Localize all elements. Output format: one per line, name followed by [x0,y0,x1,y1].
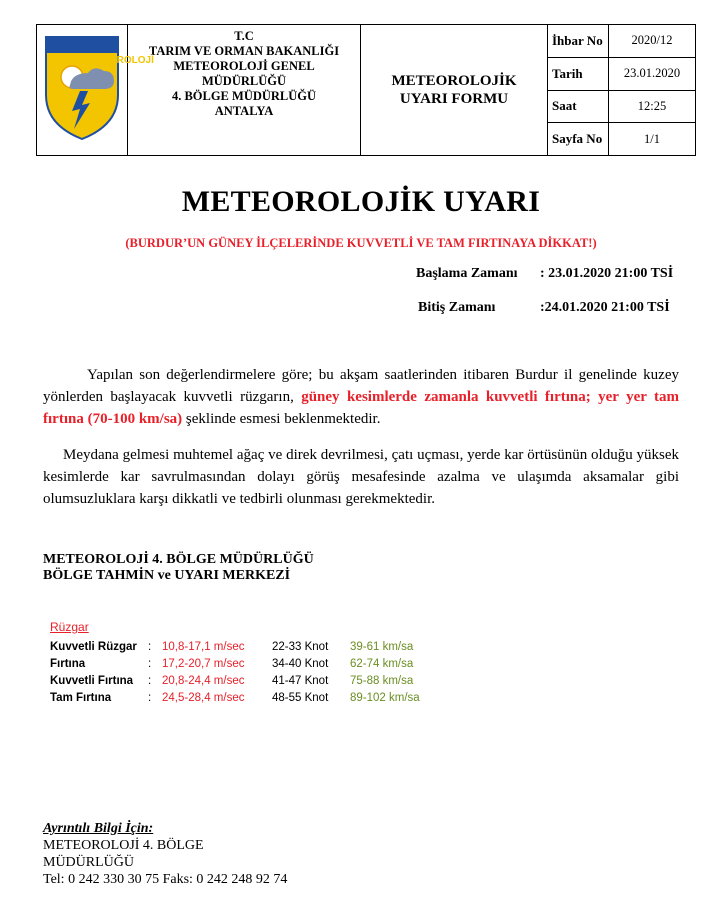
paragraph-forecast [43,364,679,430]
table-row [50,689,420,706]
wind-colon: : [148,657,152,670]
logo-text: METEOROLOJİ [81,54,154,66]
meteoroloji-logo [42,33,122,143]
footer-contact [43,820,287,888]
wind-scale-table [50,620,420,706]
form-title [361,25,548,156]
wind-heading: Rüzgar [50,620,89,634]
field-label-ihbar: İhbar No [548,25,609,58]
footer-line: METEOROLOJİ 4. BÖLGE [43,838,204,853]
wind-knot: 34-40 Knot [272,657,329,670]
org-line: 4. BÖLGE MÜDÜRLÜĞÜ [171,89,317,103]
paragraph-highlight: güney kesimlerde zamanla kuvvetli fırtına; yer yer tam fırtına (70-100 km/sa) [43,389,680,427]
org-line: TARIM VE ORMAN BAKANLIĞI [148,44,340,58]
org-line: MÜDÜRLÜĞÜ [201,74,287,88]
org-line: T.C [234,29,254,43]
wind-kmh: 62-74 km/sa [350,657,414,670]
field-value-tarih: 23.01.2020 [609,57,696,90]
warning-subtitle: (BURDUR’UN GÜNEY İLÇELERİNDE KUVVETLİ VE TAM FIRTINAYA DİKKAT!) [125,236,597,250]
field-value-sayfa: 1/1 [609,123,696,156]
wind-kmh: 89-102 km/sa [350,691,420,704]
footer-heading: Ayrıntılı Bilgi İçin: [43,821,154,836]
wind-kmh: 75-88 km/sa [350,674,414,687]
field-value-saat: 12:25 [609,90,696,123]
wind-kmh: 39-61 km/sa [350,640,414,653]
wind-ms: 24,5-28,4 m/sec [162,691,245,704]
end-value: :24.01.2020 21:00 TSİ [540,300,670,315]
center-line-1: METEOROLOJİ 4. BÖLGE MÜDÜRLÜĞÜ [43,552,314,567]
paragraph-text: Yapılan son değerlendirmelere göre; bu akşam saatlerinden itibaren Burdur il genelinde kuzey yönlerden başlayacak kuvvetli rüzgarın, [43,367,679,405]
org-line: METEOROLOJİ GENEL [173,59,315,73]
field-value-ihbar: 2020/12 [609,25,696,58]
start-value: : 23.01.2020 21:00 TSİ [540,266,674,281]
center-line-2: BÖLGE TAHMİN ve UYARI MERKEZİ [43,568,291,583]
header-table [36,24,696,156]
footer-phone: Tel: 0 242 330 30 75 Faks: 0 242 248 92 74 [43,872,288,887]
wind-colon: : [148,640,152,653]
field-label-sayfa: Sayfa No [548,123,609,156]
field-label-tarih: Tarih [548,57,609,90]
wind-ms: 10,8-17,1 m/sec [162,640,245,653]
wind-name: Kuvvetli Fırtına [50,674,134,687]
start-label: Başlama Zamanı [416,266,518,281]
wind-name: Fırtına [50,657,86,670]
wind-knot: 22-33 Knot [272,640,329,653]
wind-name: Kuvvetli Rüzgar [50,640,137,653]
paragraph-text: şeklinde esmesi beklenmektedir. [182,411,381,427]
wind-ms: 20,8-24,4 m/sec [162,674,245,687]
wind-colon: : [148,691,152,704]
table-row [50,638,420,655]
table-row [50,672,420,689]
form-title-line: UYARI FORMU [399,91,509,107]
wind-ms: 17,2-20,7 m/sec [162,657,245,670]
organization-block [128,25,361,156]
footer-line: MÜDÜRLÜĞÜ [43,855,134,870]
wind-colon: : [148,674,152,687]
form-title-line: METEOROLOJİK [391,73,517,89]
logo-cell [37,25,154,156]
org-line: ANTALYA [214,104,274,118]
paragraph-precaution: Meydana gelmesi muhtemel ağaç ve direk devrilmesi, çatı uçması, yerde kar örtüsünün olduğu yüksek kesimlerde kar savrulmasından dolayı görüş mesafesinde azalma ve ulaşımda aksamalar gibi olumsuzluklara karşı dikkatli ve tedbirli olunması gerekmektedir. [43,447,679,507]
wind-knot: 48-55 Knot [272,691,329,704]
wind-name: Tam Fırtına [50,691,112,704]
wind-knot: 41-47 Knot [272,674,329,687]
end-label: Bitiş Zamanı [418,300,496,315]
table-row [50,655,420,672]
field-label-saat: Saat [548,90,609,123]
page-title: METEOROLOJİK UYARI [181,185,541,218]
